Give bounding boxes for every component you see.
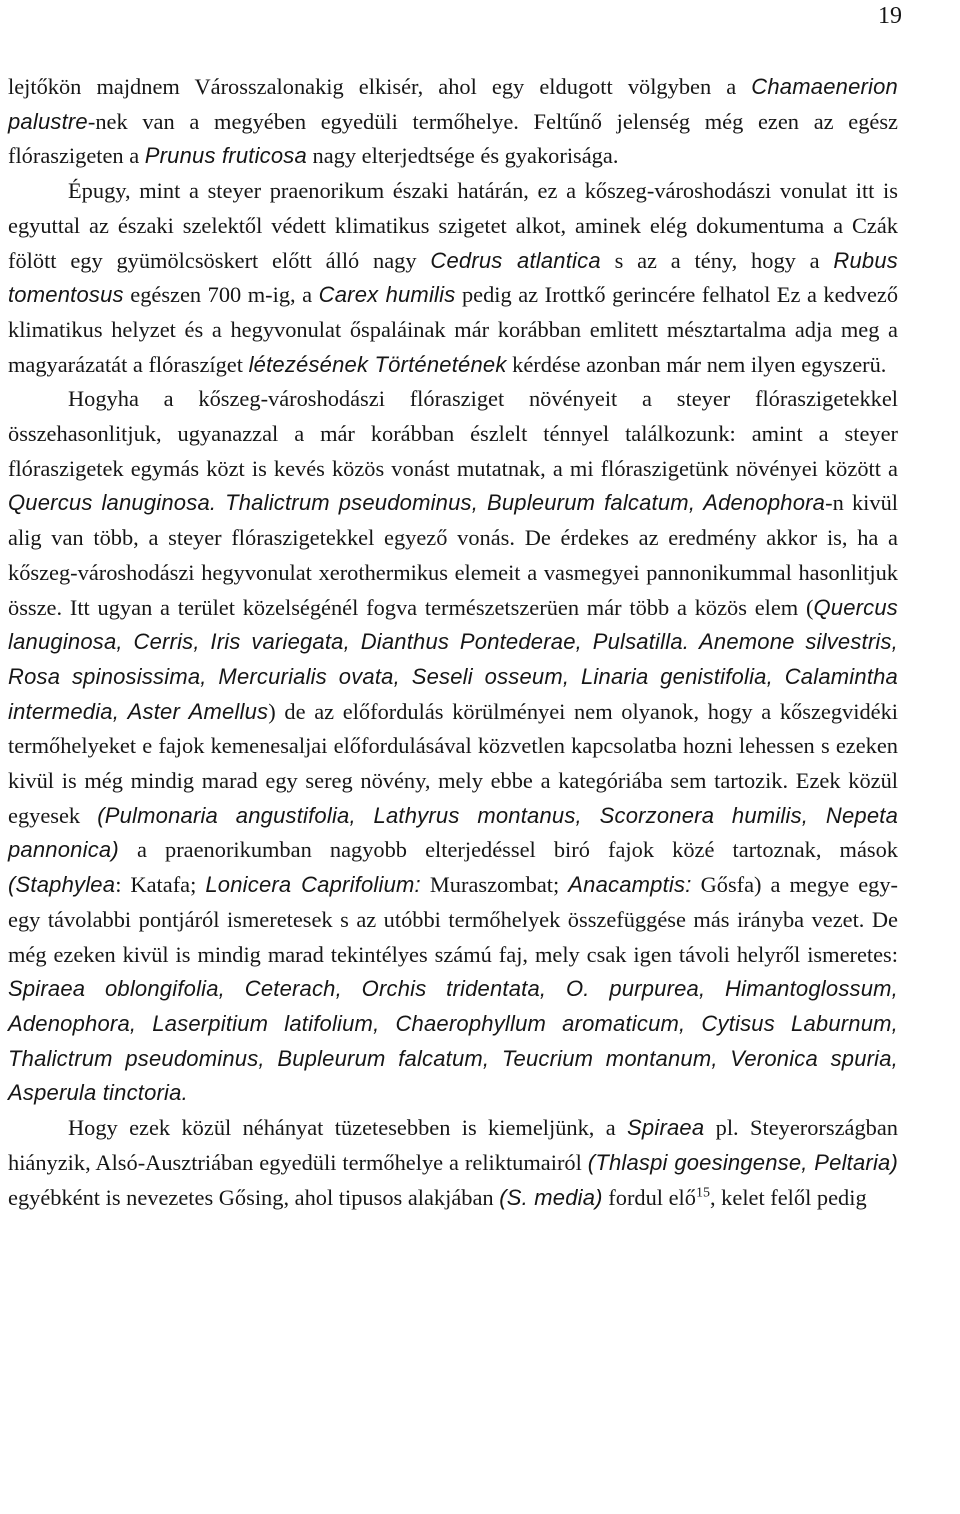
text-run: Épugy, mint a steyer praenorikum északi határán, ez a kőszeg-városhodászi vonulat itt is egyuttal az északi szelektől védett klimatikus szigetet alkot, aminek elég dokumentuma a Czák fölött egy gyümölcsöskert előtt álló nagy	[8, 178, 898, 273]
paragraph-2	[8, 174, 898, 382]
italic-taxon-run: Carex humilis	[318, 282, 456, 308]
italic-taxon-run: (Staphylea	[8, 872, 116, 898]
italic-taxon-run: Rubus tomentosus	[8, 247, 898, 308]
footnote-ref: 15	[695, 1185, 710, 1201]
text-run: Gősfa) a megye egy-egy távolabbi pontjáról ismeretesek s az utóbbi termőhelyek összefüggése más irányba vezet. De még ezeken kivül is mindig marad tekintélyes számú faj, mely csak igen távoli helyről ismeretes:	[8, 872, 898, 967]
italic-taxon-run: Spiraea oblongifolia, Ceterach, Orchis tridentata, O. purpurea, Himantoglossum, Adenophora, Laserpitium latifolium, Chaerophyllum aromaticum, Cytisus Laburnum, Thalictrum pseudominus, Bupleurum falcatum, Teucrium montanum, Veronica spuria, Asperula tinctoria.	[8, 976, 898, 1106]
italic-taxon-run: Spiraea	[627, 1115, 705, 1141]
text-run: -nek van a megyében egyedüli termőhelye. Feltűnő jelenség még ezen az egész flóraszigeten a	[8, 108, 898, 169]
text-run: pedig az Irottkő gerincére felhatol Ez a kedvező klimatikus helyzet és a hegyvonulat őspaláinak már korábban emlitett mésztartalma adja meg a magyarázatát a flóraszíget	[8, 282, 899, 377]
text-run: Hogyha a kőszeg-városhodászi flórasziget növényeit a steyer flóraszigetekkel összehasonlitjuk, ugyanazzal a már korábban észlelt ténnyel találkozunk: amint a steyer flóraszigetek egymás közt is kevés közös vonást mutatnak, a mi flóraszigetünk növényei között a	[8, 386, 898, 481]
text-run: , kelet felől pedig	[709, 1184, 867, 1210]
paragraph-3	[8, 382, 898, 1111]
italic-taxon-run: Cedrus atlantica	[430, 247, 601, 273]
text-run: pl. Steyerországban hiányzik, Alsó-Ausztriában egyedüli termőhelye a reliktumairól	[8, 1115, 898, 1175]
text-run: a praenorikumban nagyobb elterjedéssel biró fajok közé tartoznak, mások	[118, 837, 898, 863]
paragraph-1	[8, 70, 898, 174]
italic-taxon-run: (Thlaspi goesingense, Peltaria)	[587, 1149, 898, 1175]
italic-taxon-run: Chamaenerion palustre	[8, 74, 898, 134]
text-run: : Katafa;	[115, 872, 206, 898]
text-run: nagy elterjedtsége és gyakorisága.	[306, 143, 619, 169]
text-run: egészen 700 m-ig, a	[123, 282, 319, 308]
text-run: lejtőkön majdnem Városszalonakig elkisér, ahol egy eldugott völgyben a	[8, 74, 752, 99]
italic-taxon-run: Lonicera Caprifolium:	[205, 872, 421, 898]
italic-taxon-run: Anacamptis:	[568, 872, 692, 898]
italic-taxon-run: Prunus fruticosa	[144, 143, 307, 169]
italic-taxon-run: Quercus lanuginosa. Thalictrum pseudominus, Bupleurum falcatum, Adenophora	[8, 490, 826, 516]
page-number: 19	[878, 3, 902, 29]
text-run: fordul elő	[602, 1184, 696, 1210]
paragraph-4	[8, 1111, 898, 1215]
text-run: kérdése azonban már nem ilyen egyszerü.	[506, 351, 887, 377]
italic-taxon-run: Quercus lanuginosa, Cerris, Iris variegata, Dianthus Pontederae, Pulsatilla. Anemone silvestris, Rosa spinosissima, Mercurialis ovata, Seseli osseum, Linaria genistifolia, Calamintha intermedia, Aster Amellus	[8, 594, 898, 724]
body-text	[8, 70, 898, 1215]
italic-taxon-run: (S. media)	[499, 1184, 603, 1210]
text-run: -n kivül alig van több, a steyer flóraszigetekkel egyező vonás. De érdekes az eredmény akkor is, ha a kőszeg-városhodászi hegyvonulat xerothermikus elemeit a vasmegyei pannonikummal hasonlitjuk össze. Itt ugyan a terület közelségénél fogva természetszerüen már több a közös elem (	[8, 490, 899, 620]
italic-taxon-run: (Pulmonaria angustifolia, Lathyrus montanus, Scorzonera humilis, Nepeta pannonica)	[8, 802, 899, 863]
text-run: s az a tény, hogy a	[600, 247, 834, 273]
text-run: Hogy ezek közül néhányat tüzetesebben is kiemeljünk, a	[68, 1115, 628, 1141]
text-run: Muraszombat;	[420, 872, 569, 898]
italic-taxon-run: létezésének Történetének	[248, 351, 507, 377]
text-run: ) de az előfordulás körülményei nem olyanok, hogy a kőszegvidéki termőhelyeket e fajok kemenesaljai előfordulásával közvetlen kapcsolatba hozni lehessen s ezeken kivül is még mindig marad egy sereg növény, mely ebbe a kategóriába sem tartozik. Ezek közül egyesek	[8, 698, 898, 828]
text-run: egyébként is nevezetes Gősing, ahol tipusos alakjában	[8, 1184, 500, 1210]
